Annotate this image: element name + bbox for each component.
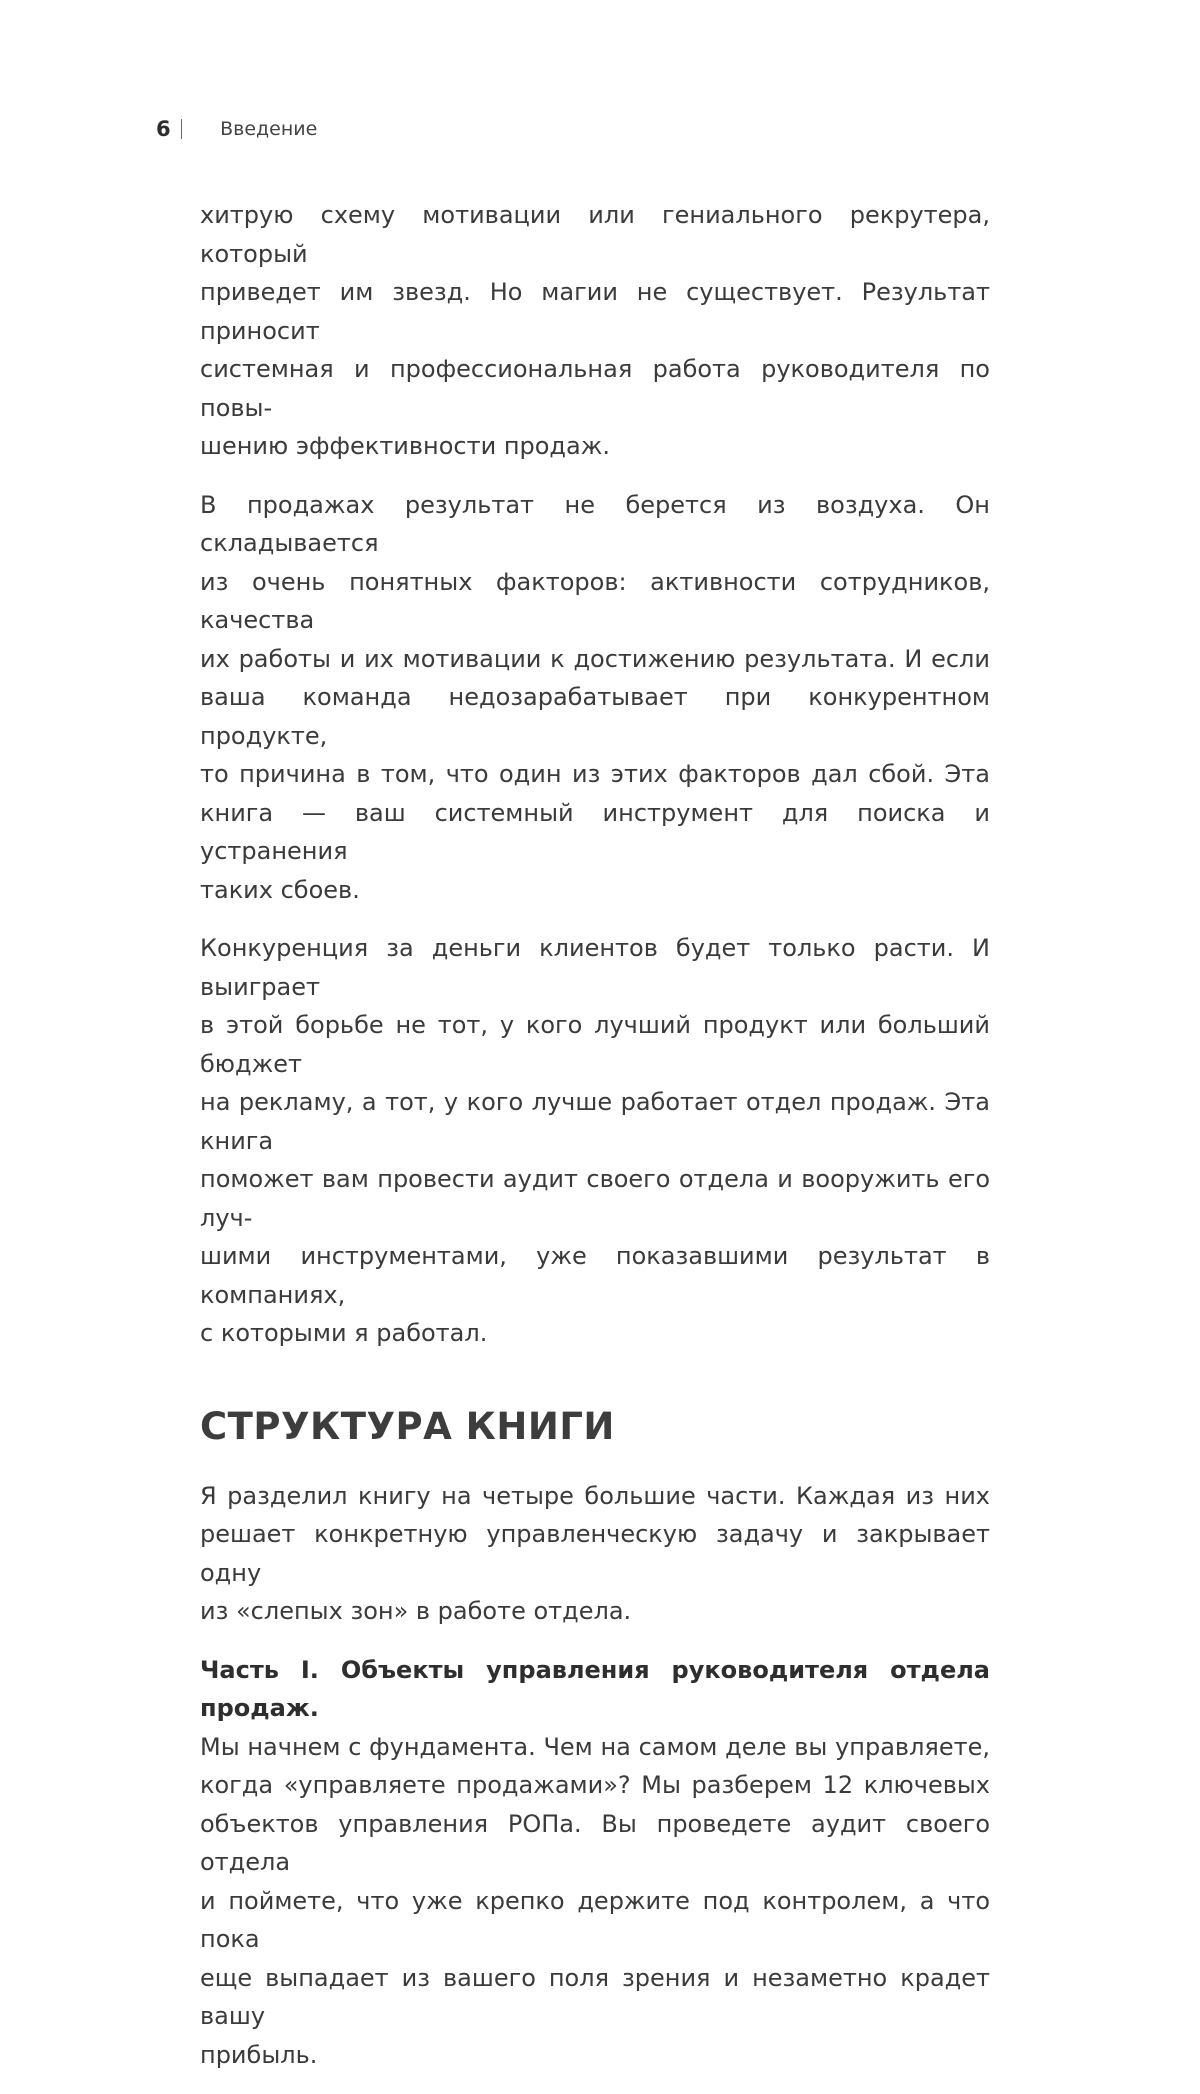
text-line: Я разделил книгу на четыре большие части. Каждая из них [200,1481,990,1510]
text-line: системная и профессиональная работа руководителя по повы- [200,355,990,422]
text-line: и поймете, что уже крепко держите под контролем, а что пока [200,1886,990,1953]
section-heading: СТРУКТУРА КНИГИ [200,1404,615,1448]
page-content [200,196,990,2094]
text-line: объектов управления РОПа. Вы проведете аудит своего отдела [200,1809,990,1876]
text-line: в этой борьбе не тот, у кого лучший продукт или больший бюджет [200,1011,990,1078]
text-line: В продажах результат не берется из воздуха. Он складывается [200,490,990,557]
text-line: еще выпадает из вашего поля зрения и незаметно крадет вашу [200,1963,990,2030]
text-line: прибыль. [200,2040,318,2069]
text-line: из «слепых зон» в работе отдела. [200,1597,632,1625]
paragraph-1 [200,196,990,466]
text-line: книга — ваш системный инструмент для поиска и устранения [200,798,990,865]
text-line: Конкуренция за деньги клиентов будет только расти. И выиграет [200,934,990,1001]
paragraph-3 [200,929,990,1353]
text-line: хитрую схему мотивации или гениального рекрутера, который [200,201,990,268]
text-line: приведет им звезд. Но магии не существует. Результат приносит [200,278,990,345]
page-number: 6 [156,117,171,141]
text-line: из очень понятных факторов: активности сотрудников, качества [200,567,990,634]
part-1-title: Часть I. Объекты управления руководителя отдела продаж. [200,1655,990,1722]
text-line: решает конкретную управленческую задачу и закрывает одну [200,1520,990,1587]
text-line: таких сбоев. [200,875,360,904]
chapter-title: Введение [220,118,318,140]
text-line: с которыми я работал. [200,1319,488,1347]
text-line: ваша команда недозарабатывает при конкурентном продукте, [200,683,990,750]
text-line: когда «управляете продажами»? Мы разберем 12 ключевых [200,1771,990,1799]
text-line: шению эффективности продаж. [200,432,610,460]
text-line: то причина в том, что один из этих факторов дал сбой. Эта [200,760,990,788]
part-1-paragraph [200,1651,990,2075]
paragraph-2 [200,486,990,910]
text-line: шими инструментами, уже показавшими результат в компаниях, [200,1242,990,1309]
text-line: Мы начнем с фундамента. Чем на самом деле вы управляете, [200,1732,990,1761]
header-divider [181,119,183,139]
text-line: поможет вам провести аудит своего отдела и вооружить его луч- [200,1165,990,1232]
running-header [156,114,317,144]
text-line: на рекламу, а тот, у кого лучше работает отдел продаж. Эта книга [200,1088,990,1155]
text-line: их работы и их мотивации к достижению результата. И если [200,644,990,673]
section-intro-paragraph [200,1477,990,1631]
